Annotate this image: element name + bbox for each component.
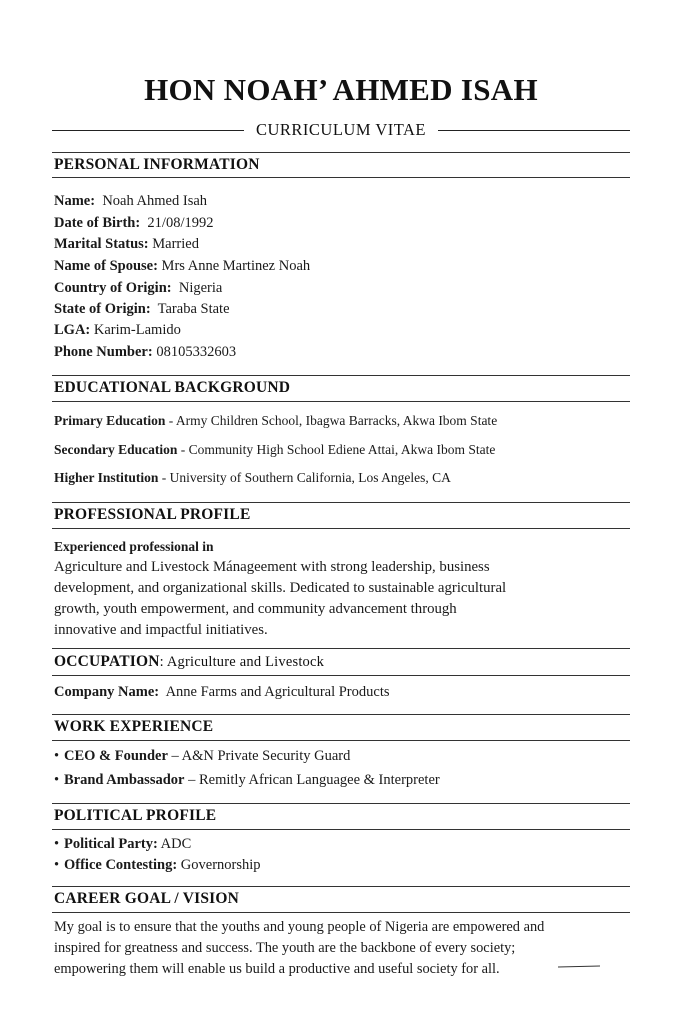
profile-paragraph <box>54 557 634 641</box>
document-title: HON NOAH’ AHMED ISAH <box>144 72 538 107</box>
bullet: • <box>54 772 60 788</box>
career-line: My goal is to ensure that the youths and young people of Nigeria are empowered and <box>54 919 545 935</box>
work-role: Brand Ambassador <box>64 772 185 788</box>
field-label: Phone Number: <box>54 344 153 360</box>
work-item <box>54 748 350 765</box>
section-divider <box>52 912 630 913</box>
section-heading-personal: PERSONAL INFORMATION <box>54 156 260 173</box>
education-label: Primary Education <box>54 413 166 428</box>
occupation-label: OCCUPATION <box>54 653 160 670</box>
section-divider <box>52 740 630 741</box>
career-line: empowering them will enable us build a productive and useful society for all. <box>54 961 500 977</box>
occupation-value: : Agriculture and Livestock <box>159 654 325 670</box>
section-divider <box>52 502 630 503</box>
education-higher <box>54 470 451 486</box>
work-role: CEO & Founder <box>64 748 168 764</box>
section-divider <box>52 675 630 676</box>
field-name-of-spouse <box>54 258 310 275</box>
section-divider <box>52 714 630 715</box>
bullet: • <box>54 748 60 764</box>
education-label: Higher Institution <box>54 470 159 485</box>
field-value: Mrs Anne Martinez Noah <box>161 258 311 274</box>
work-item <box>54 772 440 789</box>
section-heading-career: CAREER GOAL / VISION <box>54 890 240 907</box>
profile-line: innovative and impactful initiatives. <box>54 622 268 638</box>
section-heading-political: POLITICAL PROFILE <box>54 807 217 824</box>
subtitle-rule-left <box>52 130 244 131</box>
political-label: Office Contesting: <box>64 857 178 873</box>
subtitle-row <box>52 118 630 142</box>
profile-intro <box>54 539 214 555</box>
field-date-of-birth <box>54 215 213 232</box>
political-value: Governorship <box>180 857 261 873</box>
document-subtitle: CURRICULUM VITAE <box>256 120 427 139</box>
education-secondary <box>54 442 495 458</box>
section-divider <box>52 803 630 804</box>
company-value: Anne Farms and Agricultural Products <box>165 684 390 700</box>
section-divider <box>52 177 630 178</box>
political-label: Political Party: <box>64 836 158 852</box>
education-value: - University of Southern California, Los Angeles, CA <box>161 470 451 485</box>
field-value: Taraba State <box>157 301 230 317</box>
education-value: - Community High School Ediene Attai, Akwa Ibom State <box>180 442 496 457</box>
profile-intro-text: Experienced professional in <box>54 539 214 554</box>
section-heading-profile: PROFESSIONAL PROFILE <box>54 506 251 523</box>
field-value: Married <box>152 236 199 252</box>
bullet: • <box>54 857 60 873</box>
section-divider <box>52 401 630 402</box>
section-heading-occupation <box>54 653 324 671</box>
field-lga <box>54 322 181 339</box>
section-heading-work: WORK EXPERIENCE <box>54 718 214 735</box>
field-label: LGA: <box>54 322 91 338</box>
profile-line: development, and organizational skills. Dedicated to sustainable agricultural <box>54 580 507 596</box>
field-label: Date of Birth: <box>54 215 141 231</box>
field-value: Karim-Lamido <box>93 322 181 338</box>
section-divider <box>52 152 630 153</box>
field-country-of-origin <box>54 280 222 297</box>
field-value: Nigeria <box>178 280 223 296</box>
bullet: • <box>54 836 60 852</box>
profile-line: growth, youth empowerment, and community advancement through <box>54 601 457 617</box>
field-value: 21/08/1992 <box>147 215 214 231</box>
section-divider <box>52 829 630 830</box>
career-paragraph <box>54 917 634 980</box>
field-label: State of Origin: <box>54 301 151 317</box>
education-value: - Army Children School, Ibagwa Barracks, Akwa Ibom State <box>168 413 498 428</box>
political-item <box>54 857 261 874</box>
field-label: Name of Spouse: <box>54 258 158 274</box>
profile-line: Agriculture and Livestock Mánageement with strong leadership, business <box>54 559 490 575</box>
field-state-of-origin <box>54 301 230 318</box>
field-phone-number <box>54 344 236 361</box>
section-divider <box>52 648 630 649</box>
section-divider <box>52 886 630 887</box>
field-label: Country of Origin: <box>54 280 172 296</box>
field-value: 08105332603 <box>156 344 237 360</box>
company-label: Company Name: <box>54 684 160 700</box>
field-value: Noah Ahmed Isah <box>102 193 208 209</box>
work-detail: – Remitly African Languagee & Interpreter <box>188 772 440 788</box>
education-primary <box>54 413 497 429</box>
field-name <box>54 193 207 210</box>
work-detail: – A&N Private Security Guard <box>171 748 351 764</box>
company-name <box>54 684 390 701</box>
field-label: Name: <box>54 193 96 209</box>
section-divider <box>52 375 630 376</box>
education-label: Secondary Education <box>54 442 178 457</box>
field-label: Marital Status: <box>54 236 149 252</box>
subtitle-rule-right <box>438 130 630 131</box>
political-item <box>54 836 191 853</box>
political-value: ADC <box>160 836 192 852</box>
career-line: inspired for greatness and success. The youth are the backbone of every society; <box>54 940 516 956</box>
field-marital-status <box>54 236 199 253</box>
section-heading-education: EDUCATIONAL BACKGROUND <box>54 379 291 396</box>
section-divider <box>52 528 630 529</box>
